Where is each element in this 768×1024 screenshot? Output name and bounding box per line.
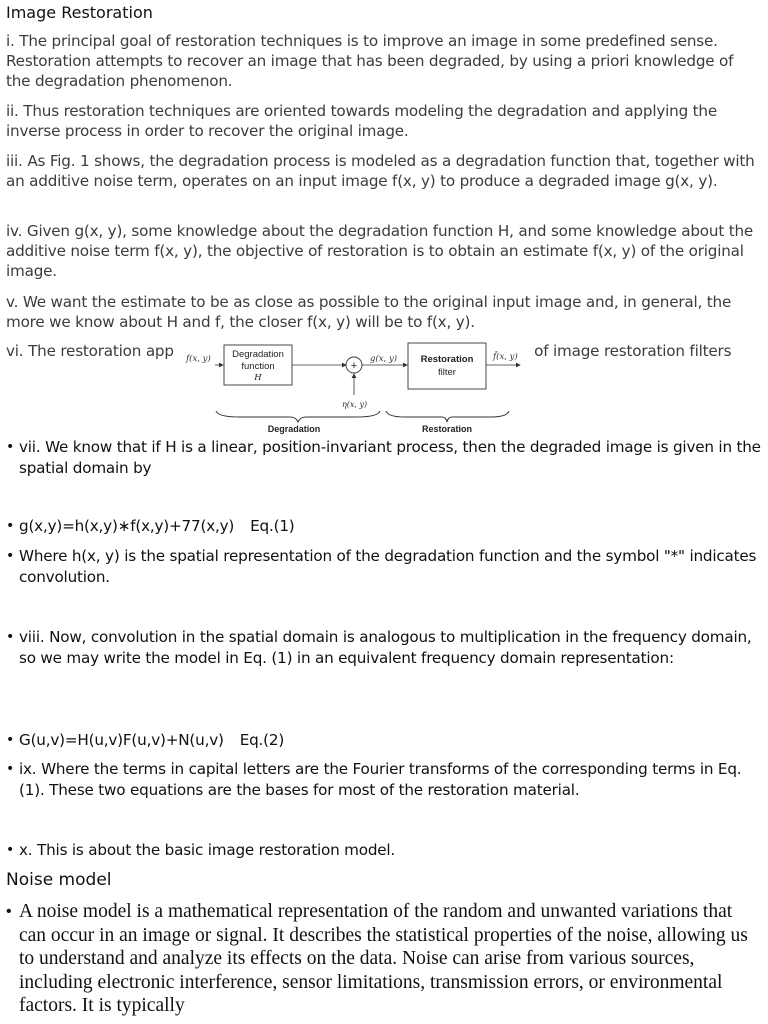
bullet-glyph: • [6,629,15,645]
degradation-block-line1: Degradation [232,349,284,360]
restoration-block-line1: Restoration [420,354,474,365]
degradation-brace-label: Degradation [267,424,321,434]
diagram-input-label: f(x, y) [186,354,211,364]
bullet-convolution-note [6,546,762,588]
bullet-x [6,840,762,861]
noise-model-bullet [6,900,762,1018]
equation-1-formula: g(x,y)=h(x,y)∗f(x,y)+77(x,y) [19,517,235,535]
noise-label: η(x, y) [342,400,368,409]
degradation-brace [216,411,380,422]
output-label: f̂(x, y) [493,352,518,362]
paragraph-v: v. We want the estimate to be as close as possible to the original input image and, in general, the more we know about H and f, the closer f(x, y) will be to f(x, y). [6,293,732,331]
paragraph-iii: iii. As Fig. 1 shows, the degradation process is modeled as a degradation function that, together with an additive noise term, operates on an input image f(x, y) to produce a degraded image g(x, y). [6,152,755,190]
bullet-viii-text: viii. Now, convolution in the spatial domain is analogous to multiplication in the frequency domain, so we may write the model in Eq. (1) in an equivalent frequency domain representation: [19,628,752,667]
restoration-block [408,343,486,389]
bullet-vii [6,437,762,479]
bullet-glyph: • [6,903,12,920]
noise-model-text: A noise model is a mathematical representation of the random and unwanted variations that can occur in an image or signal. It describes the statistical properties of the noise, allowing us to understand and analyze its effects on the data. Noise can arise from various sources, including electronic interference, sensor limitations, transmission errors, or environmental factors. It is typically [19,901,748,1016]
paragraph-ii: ii. Thus restoration techniques are oriented towards modeling the degradation and applying the inverse process in order to recover the original image. [6,102,717,140]
degraded-image-label: g(x, y) [370,354,398,364]
equation-2-formula: G(u,v)=H(u,v)F(u,v)+N(u,v) [19,731,224,749]
degradation-block-line2: function [241,361,275,372]
bullet-glyph: • [6,732,15,748]
bullet-glyph: • [6,548,15,564]
degradation-block-line3: H [254,373,262,383]
paragraph-vi-start: vi. The restoration app [6,342,174,360]
bullet-glyph: • [6,761,15,777]
restoration-brace-label: Restoration [421,424,473,434]
page-title: Image Restoration [6,3,153,22]
bullet-glyph: • [6,439,15,455]
bullet-convolution-text: Where h(x, y) is the spatial representation of the degradation function and the symbol "*" indicates convolution. [19,547,757,586]
bullet-glyph: • [6,842,15,858]
bullet-vii-text: vii. We know that if H is a linear, position-invariant process, then the degraded image is given in the spatial domain by [19,438,761,477]
paragraph-iv: iv. Given g(x, y), some knowledge about the degradation function H, and some knowledge about the additive noise term f(x, y), the objective of restoration is to obtain an estimate f(x, y) of the original image. [6,222,754,280]
sum-plus-label: + [350,360,358,372]
bullet-viii [6,627,762,669]
restoration-model-diagram [180,337,530,439]
restoration-brace [386,411,509,422]
equation-2-label: Eq.(2) [239,731,285,749]
equation-2 [6,730,762,751]
noise-model-heading: Noise model [6,870,112,890]
equation-1 [6,516,762,537]
paragraph-i: i. The principal goal of restoration techniques is to improve an image in some predefined sense. Restoration attempts to recover an image that has been degraded, by using a priori knowledge of the degradation phenomenon. [6,32,734,90]
bullet-ix-text: ix. Where the terms in capital letters are the Fourier transforms of the corresponding terms in Eq. (1). These two equations are the bases for most of the restoration material. [19,760,742,799]
paragraph-vi-end: s of image restoration filters [521,342,732,360]
bullet-ix [6,759,762,801]
bullet-glyph: • [6,518,15,534]
restoration-block-line2: filter [438,367,456,378]
equation-1-label: Eq.(1) [250,517,295,535]
bullet-x-text: x. This is about the basic image restoration model. [19,841,396,859]
